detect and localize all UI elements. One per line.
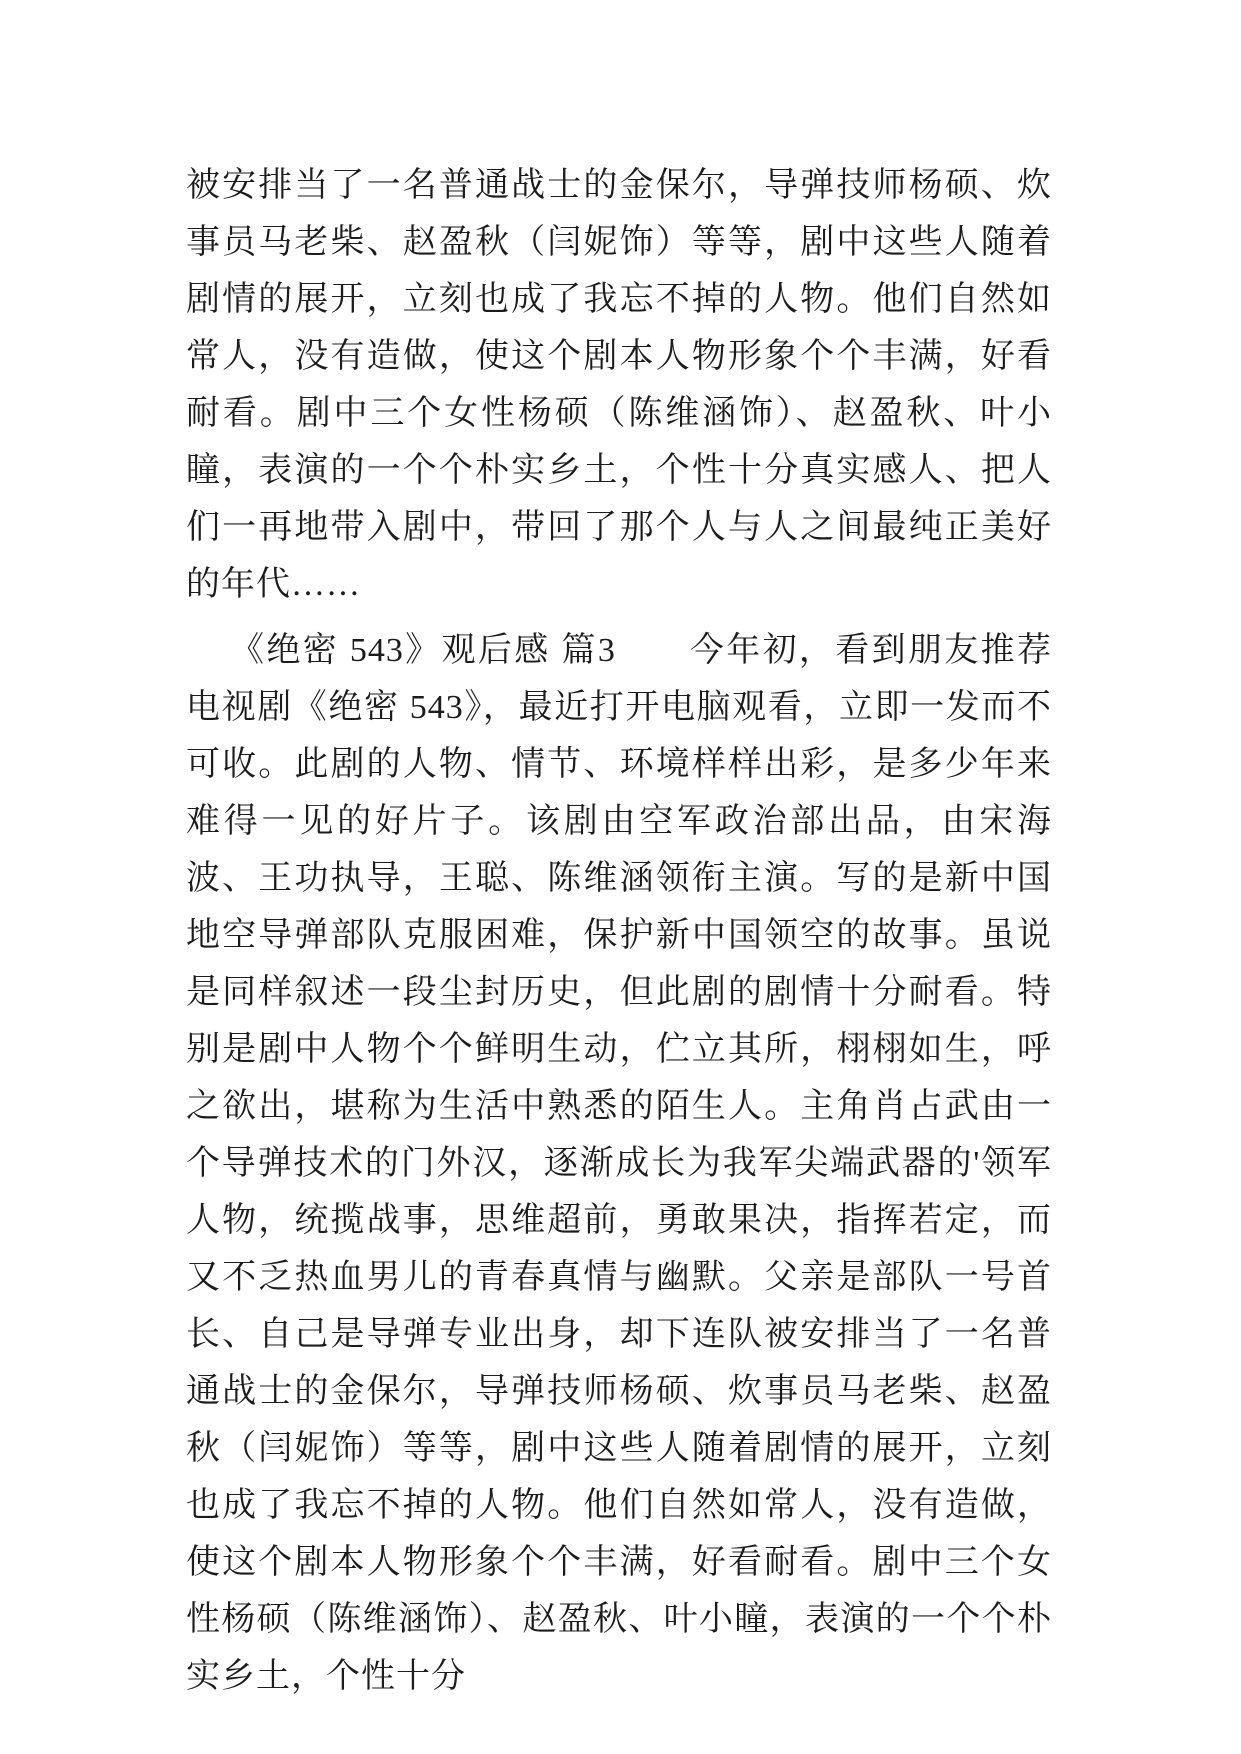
- paragraph-review-part3: 《绝密 543》观后感 篇3 今年初，看到朋友推荐电视剧《绝密 543》，最近打开电脑观看，立即一发而不可收。此剧的人物、情节、环境样样出彩，是多少年来难得一见的好片子。该剧由空军政治部出品，由宋海波、王功执导，王聪、陈维涵领衔主演。写的是新中国地空导弹部队克服困难，保护新中国领空的故事。虽说是同样叙述一段尘封历史，但此剧的剧情十分耐看。特别是剧中人物个个鲜明生动，伫立其所，栩栩如生，呼之欲出，堪称为生活中熟悉的陌生人。主角肖占武由一个导弹技术的门外汉，逐渐成长为我军尖端武器的'领军人物，统揽战事，思维超前，勇敢果决，指挥若定，而又不乏热血男儿的青春真情与幽默。父亲是部队一号首长、自己是导弹专业出身，却下连队被安排当了一名普通战士的金保尔，导弹技师杨硕、炊事员马老柴、赵盈秋（闫妮饰）等等，剧中这些人随着剧情的展开，立刻也成了我忘不掉的人物。他们自然如常人，没有造做，使这个剧本人物形象个个丰满，好看耐看。剧中三个女性杨硕（陈维涵饰）、赵盈秋、叶小瞳，表演的一个个朴实乡土，个性十分: [186, 632, 1052, 1695]
- document-content: [186, 157, 1052, 1705]
- paragraph-continuation: 被安排当了一名普通战士的金保尔，导弹技师杨硕、炊事员马老柴、赵盈秋（闫妮饰）等等，剧中这些人随着剧情的展开，立刻也成了我忘不掉的人物。他们自然如常人，没有造做，使这个剧本人物形象个个丰满，好看耐看。剧中三个女性杨硕（陈维涵饰）、赵盈秋、叶小瞳，表演的一个个朴实乡土，个性十分真实感人、把人们一再地带入剧中，带回了那个人与人之间最纯正美好的年代……: [186, 167, 1052, 603]
